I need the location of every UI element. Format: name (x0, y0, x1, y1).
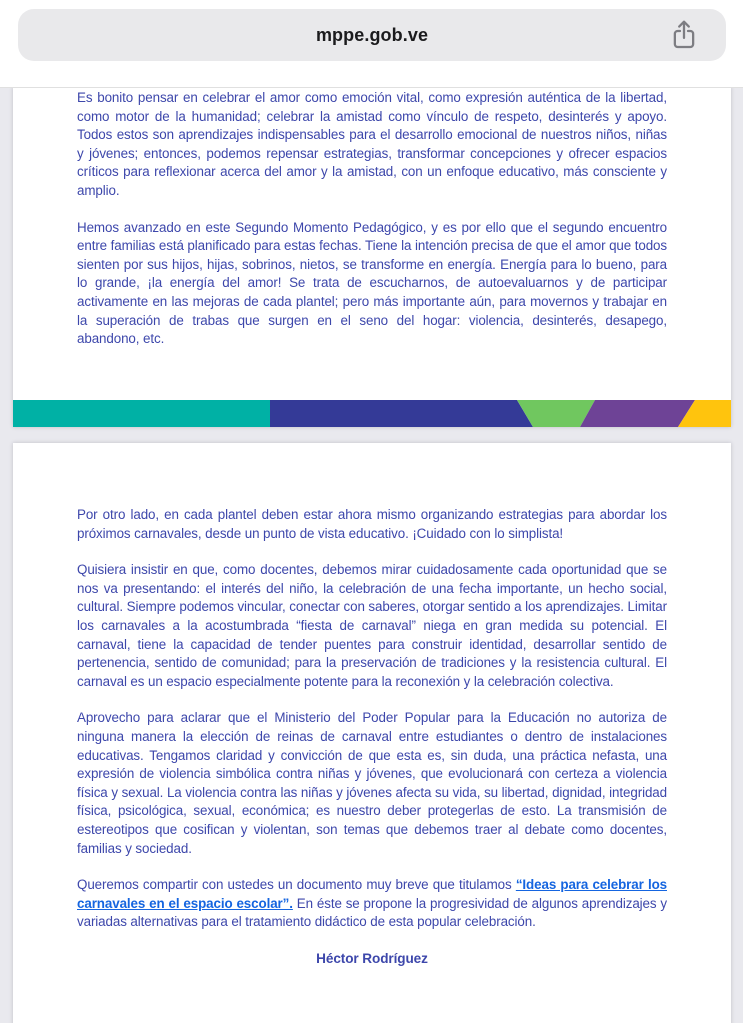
paragraph: Aprovecho para aclarar que el Ministerio del Poder Popular para la Educación no autoriza de ninguna manera la elección de reinas de carnaval entre estudiantes o dentro de instalaciones educativas. Tengamos claridad y convicción de que esta es, sin duda, una práctica nefasta, una expresión de violencia simbólica contra niñas y jóvenes, que evolucionará con certeza a violencia física y sexual. La violencia contra las niñas y jóvenes afecta su vida, su libertad, dignidad, integridad física, psicológica, sexual, económica; es nuestro deber protegerlas de esto. La transmisión de estereotipos que cosifican y violentan, son temas que debemos traer al debate como docentes, familias y sociedad. (77, 710, 667, 856)
paragraph-with-link (77, 876, 667, 932)
paragraph: Hemos avanzado en este Segundo Momento Pedagógico, y es por ello que el segundo encuentro entre familias está planificado para estas fechas. Tiene la intención precisa de que el amor que todos sienten por sus hijos, hijas, sobrinos, nietos, se transforme en energía. Energía para lo bueno, para lo grande, ¡la energía del amor! Se trata de escucharnos, de autoevaluarnos y de participar activamente en las mejoras de cada plantel; pero más importante aún, para movernos y trabajar en la superación de trabas que surgen en el seno del hogar: violencia, desinterés, desapego, abandono, etc. (77, 219, 667, 347)
share-button[interactable] (668, 17, 700, 53)
paragraph: Es bonito pensar en celebrar el amor como emoción vital, como expresión auténtica de la libertad, como motor de la humanidad; celebrar la amistad como vínculo de respeto, desinterés y apoyo. Todos estos son aprendizajes indispensables para el desarrollo emocional de nuestros niños, niñas y jóvenes; entonces, podemos repensar estrategias, transformar concepciones y ofrecer espacios críticos para reflexionar acerca del amor y la amistad, con un enfoque educativo, más consciente y amplio. (77, 90, 667, 198)
browser-chrome (0, 0, 743, 88)
paragraph: Quisiera insistir en que, como docentes, debemos mirar cuidadosamente cada oportunidad que se nos va presentando: el interés del niño, la celebración de una fecha importante, un hecho social, cultural. Siempre podemos vincular, conectar con saberes, otorgar sentido a los aprendizajes. Limitar los carnavales a la acostumbrada “fiesta de carnaval” niega en gran medida su potencial. El carnaval, tiene la capacidad de tender puentes para construir identidad, desarrollar sentido de pertenencia, sentido de comunidad; para la preservación de tradiciones y la resistencia cultural. El carnaval es un espacio especialmente potente para la reconexión y la celebración colectiva. (77, 562, 667, 689)
closing-text-after: En éste se propone la progresividad de algunos aprendizajes y variadas alternativas para el tratamiento didáctico de esta popular celebración. (77, 895, 668, 930)
band-segment-teal (13, 400, 270, 427)
paragraph: Por otro lado, en cada plantel deben estar ahora mismo organizando estrategias para abordar los próximos carnavales, desde un punto de vista educativo. ¡Cuidado con lo simplista! (77, 507, 667, 541)
document-page-2 (13, 443, 731, 1023)
document-body-page-2 (13, 443, 731, 968)
band-segment-purple (580, 400, 695, 427)
url-bar[interactable] (18, 9, 726, 61)
closing-text-before: Queremos compartir con ustedes un documento muy breve que titulamos (77, 877, 516, 893)
share-icon (670, 19, 698, 51)
document-body-page-1 (13, 87, 731, 349)
url-text: mppe.gob.ve (315, 24, 429, 45)
document-page-1 (13, 87, 731, 427)
footer-color-band (13, 400, 731, 427)
band-segment-indigo (270, 400, 533, 427)
document-link-ideas-carnavales[interactable]: “Ideas para celebrar los carnavales en el espacio escolar”. (77, 877, 667, 911)
signature: Héctor Rodríguez (316, 950, 428, 966)
